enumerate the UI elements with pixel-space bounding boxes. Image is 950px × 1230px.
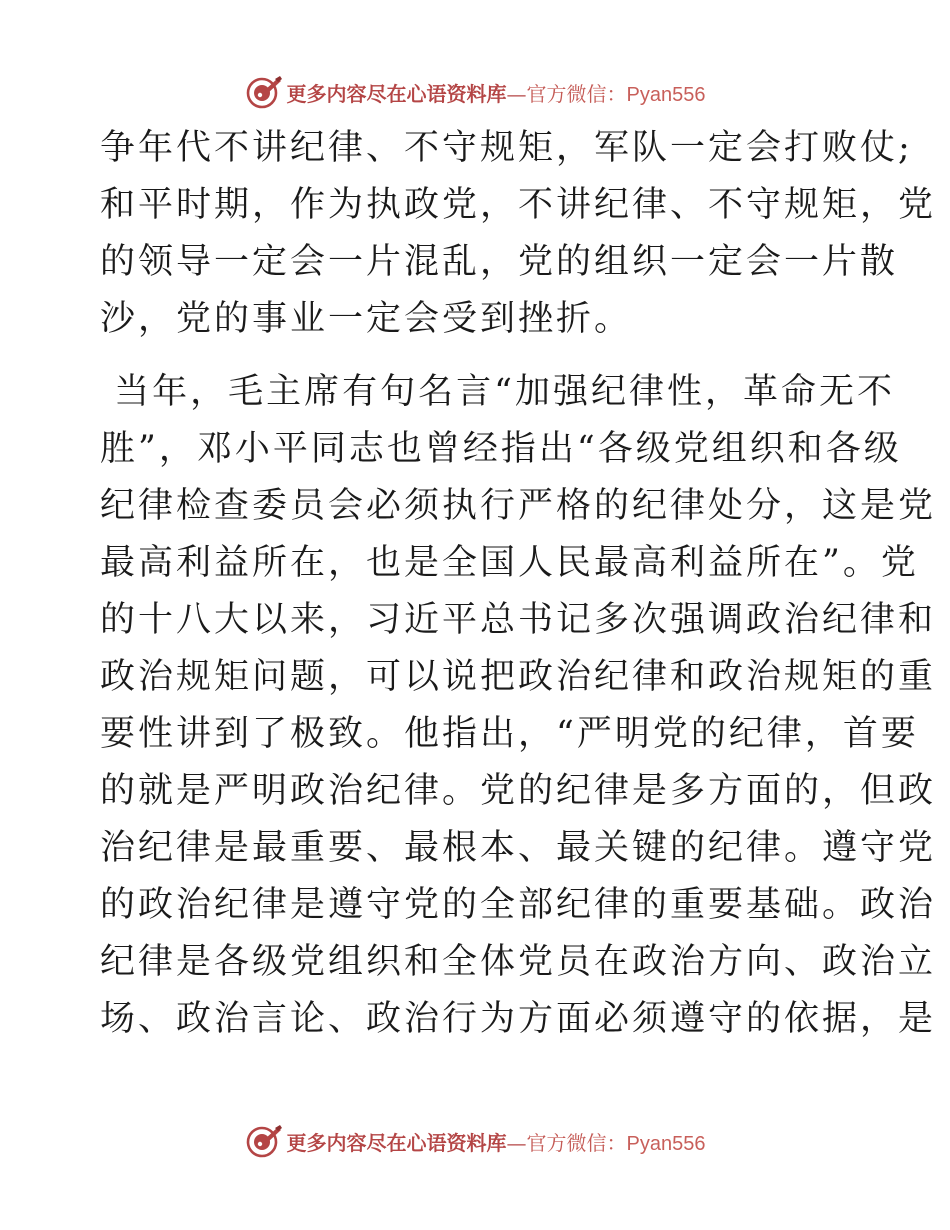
- header-wechat-id: Pyan556: [626, 83, 706, 106]
- text-line: 胜”，邓小平同志也曾经指出“各级党组织和各级: [100, 429, 902, 469]
- footer-banner: [0, 1121, 950, 1161]
- footer-wechat-id: Pyan556: [626, 1132, 706, 1155]
- text-line: 的政治纪律是遵守党的全部纪律的重要基础。政治: [100, 885, 937, 925]
- document-body: [100, 120, 937, 1048]
- footer-banner-dash: —: [506, 1130, 527, 1155]
- text-line: 政治规矩问题，可以说把政治纪律和政治规矩的重: [100, 657, 937, 697]
- header-banner: [0, 72, 950, 112]
- text-line: 的领导一定会一片混乱，党的组织一定会一片散: [100, 242, 899, 282]
- text-line: 沙，党的事业一定会受到挫折。: [100, 299, 633, 339]
- paragraph-2: [100, 364, 937, 1048]
- text-line: 争年代不讲纪律、不守规矩，军队一定会打败仗;: [100, 128, 913, 168]
- header-wechat-label: 官方微信：: [526, 81, 627, 106]
- paragraph-gap: [100, 348, 860, 364]
- text-line: 的就是严明政治纪律。党的纪律是多方面的，但政: [100, 771, 937, 811]
- pen-nib-logo-icon: [245, 74, 283, 110]
- header-banner-main: 更多内容尽在心语资料库: [286, 81, 507, 106]
- pen-nib-logo-icon: [245, 1123, 283, 1159]
- text-line: 治纪律是最重要、最根本、最关键的纪律。遵守党: [100, 828, 937, 868]
- text-line: 和平时期，作为执政党，不讲纪律、不守规矩，党: [100, 185, 937, 225]
- text-line: 当年，毛主席有句名言“加强纪律性，革命无不: [100, 372, 896, 412]
- text-line: 的十八大以来，习近平总书记多次强调政治纪律和: [100, 600, 937, 640]
- text-line: 最高利益所在，也是全国人民最高利益所在”。党: [100, 543, 919, 583]
- text-line: 要性讲到了极致。他指出，“严明党的纪律，首要: [100, 714, 919, 754]
- text-line: 场、政治言论、政治行为方面必须遵守的依据，是: [100, 999, 937, 1039]
- footer-banner-text: [287, 1127, 706, 1156]
- text-line: 纪律检查委员会必须执行严格的纪律处分，这是党: [100, 486, 937, 526]
- footer-wechat-label: 官方微信：: [526, 1130, 627, 1155]
- header-banner-dash: —: [506, 81, 527, 106]
- footer-banner-main: 更多内容尽在心语资料库: [286, 1130, 507, 1155]
- paragraph-1: [100, 120, 937, 348]
- text-line: 纪律是各级党组织和全体党员在政治方向、政治立: [100, 942, 937, 982]
- header-banner-text: [287, 78, 706, 107]
